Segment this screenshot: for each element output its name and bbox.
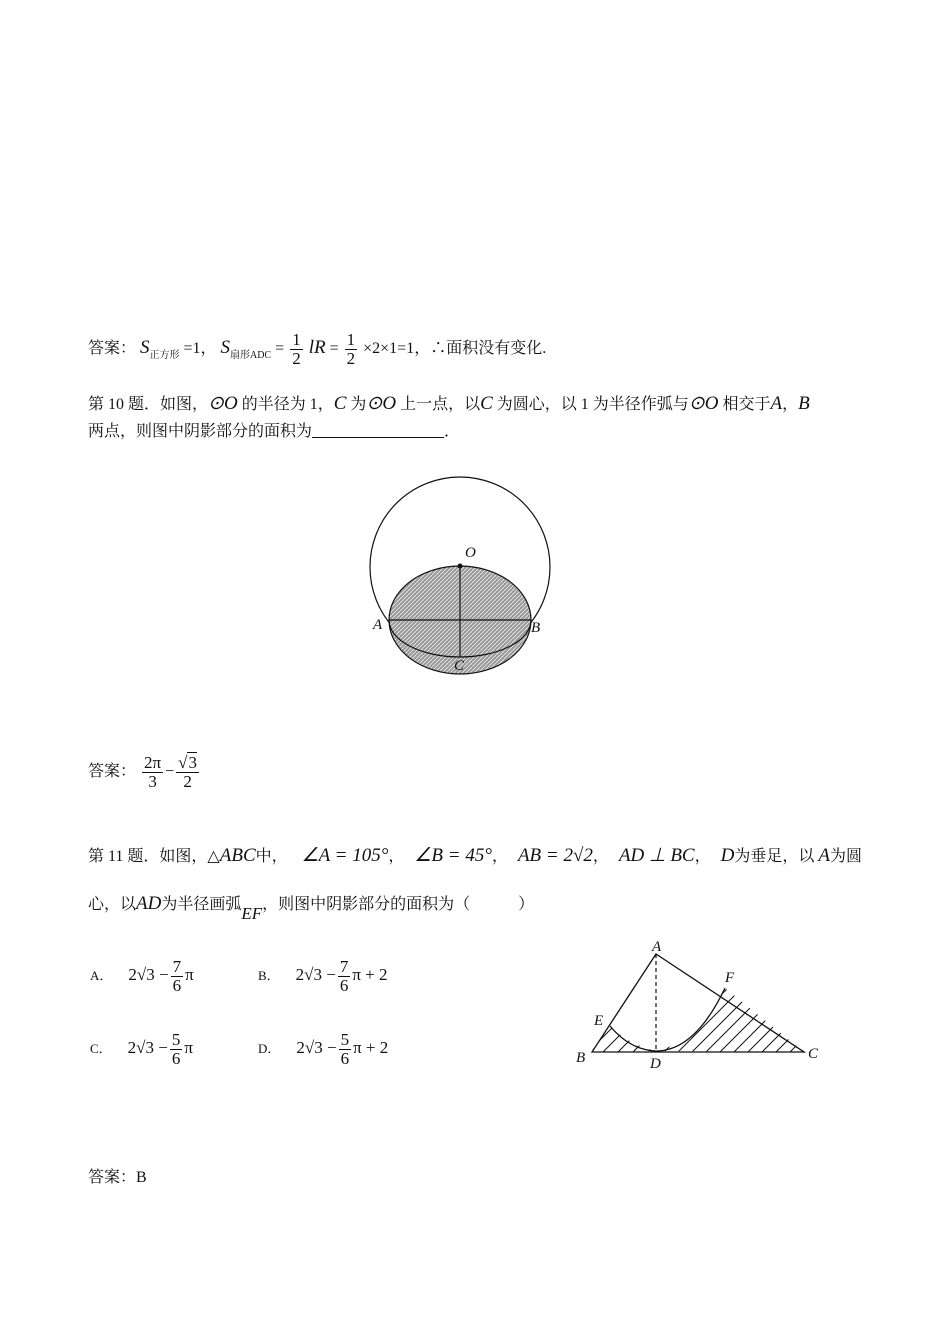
denominator: 6: [171, 1048, 181, 1068]
text: 为垂足，以: [734, 848, 815, 865]
fraction: [338, 958, 351, 995]
answer-blank[interactable]: [312, 423, 444, 438]
math: D: [720, 845, 735, 866]
fraction: [345, 331, 358, 368]
text: ，: [388, 848, 405, 865]
math: AD: [136, 893, 162, 914]
fraction: [176, 754, 199, 791]
question-number: 第 1: [88, 396, 117, 413]
text: 为半径画弧: [161, 896, 242, 913]
math-text: 2√3 −: [295, 965, 336, 984]
question-11-line-1: [88, 846, 862, 867]
option-c[interactable]: [90, 1028, 193, 1069]
numerator: 7: [172, 956, 182, 976]
question-number: 0 题．: [116, 396, 161, 413]
text: 相交于: [718, 396, 771, 413]
text: 中，: [255, 848, 288, 865]
math-lr: lR: [308, 337, 326, 358]
center-point: [458, 564, 463, 569]
math-text: π: [184, 1038, 193, 1057]
math: ⊙O: [366, 393, 397, 414]
denominator: 6: [340, 1048, 350, 1068]
label-f: F: [725, 970, 735, 986]
numerator: 5: [171, 1029, 181, 1049]
fraction: [170, 1031, 183, 1068]
question-10-line-1: [88, 394, 810, 415]
denominator: 6: [339, 975, 349, 995]
math-text: =1，: [183, 340, 217, 357]
denominator: 2: [346, 348, 356, 368]
option-letter: C．: [90, 1041, 112, 1056]
math: C: [480, 393, 493, 414]
numerator: √3: [178, 752, 197, 772]
text: 为圆: [829, 848, 862, 865]
math: ⊙O: [688, 393, 719, 414]
radicand: 3: [188, 752, 197, 772]
answer-10: [88, 752, 201, 792]
text: 两点，则图中阴影部分的面积为: [88, 423, 313, 440]
math: B: [798, 393, 810, 414]
math-text: =: [329, 340, 339, 357]
label-b: B: [576, 1050, 586, 1066]
math: ∠B = 45°: [414, 845, 492, 866]
answer-label: 答案：: [88, 763, 137, 780]
math-text: ×2×1=1，∴面积没有变化.: [363, 340, 547, 357]
denominator: 2: [292, 348, 301, 368]
math: ABC: [219, 845, 256, 866]
label-o: O: [465, 545, 476, 561]
text: 为圆心，以 1 为半径作弧与: [492, 396, 689, 413]
figure-q10: [360, 475, 570, 685]
text: ，: [592, 848, 609, 865]
question-10-line-2: [88, 422, 460, 442]
label-b: B: [531, 620, 541, 636]
option-letter: D．: [258, 1041, 281, 1056]
math-text: 2√3 −: [127, 1038, 168, 1057]
label-d: D: [650, 1056, 661, 1072]
label-e: E: [594, 1013, 604, 1029]
label-a: A: [652, 940, 662, 955]
text: 如图，△: [159, 848, 220, 865]
text: ，则图中阴影部分的面积为（ ）: [262, 896, 535, 913]
text: ，: [694, 848, 711, 865]
numerator: 1: [346, 329, 356, 349]
math: EF: [241, 904, 263, 923]
denominator: 6: [172, 975, 182, 995]
math-text: 2√3 −: [128, 965, 169, 984]
subscript: 扇形ADC: [230, 350, 272, 361]
math: ∠A = 105°: [301, 845, 389, 866]
label-c: C: [454, 658, 465, 674]
answer-label: 答案：: [88, 340, 137, 357]
answer-label: 答案：: [88, 1169, 137, 1186]
fraction: [339, 1031, 352, 1068]
fraction: [171, 958, 184, 995]
math-s: S: [140, 337, 150, 358]
answer-value: B: [136, 1169, 147, 1186]
question-number: 第 11 题．: [88, 848, 160, 865]
fraction: [142, 754, 163, 791]
triangle-abc: [592, 954, 804, 1052]
text: 心，以: [88, 896, 137, 913]
math: ⊙O: [208, 393, 238, 414]
option-a[interactable]: [90, 955, 194, 996]
figure-q11: [570, 940, 830, 1075]
text: ，: [782, 396, 799, 413]
label-a: A: [373, 617, 383, 633]
text: 如图，: [160, 396, 209, 413]
text: ，: [491, 848, 508, 865]
answer-11: [88, 1168, 147, 1188]
text: 为: [346, 396, 367, 413]
math: A: [818, 845, 830, 866]
numerator: 1: [292, 329, 301, 349]
numerator: 2π: [144, 752, 162, 772]
subscript: 正方形: [149, 350, 180, 361]
option-letter: A．: [90, 968, 113, 983]
fraction: [290, 331, 303, 368]
math: AD ⊥ BC: [618, 845, 695, 866]
question-11-line-2: [88, 894, 534, 924]
math-text: π + 2: [353, 1038, 389, 1057]
math-text: 2√3 −: [296, 1038, 337, 1057]
math-text: π: [185, 965, 194, 984]
math: A: [770, 393, 783, 414]
text: 上一点，以: [396, 396, 481, 413]
option-d[interactable]: [258, 1028, 388, 1069]
math-s: S: [220, 337, 231, 358]
label-c: C: [808, 1046, 819, 1062]
numerator: 5: [340, 1029, 350, 1049]
math: C: [333, 393, 347, 414]
option-b[interactable]: [258, 955, 388, 996]
answer-9: [88, 330, 546, 374]
text: 的半径为 1，: [237, 396, 334, 413]
option-letter: B．: [258, 968, 280, 983]
denominator: 2: [183, 771, 192, 791]
math-text: −: [165, 763, 175, 780]
denominator: 3: [148, 771, 157, 791]
text: ．: [444, 423, 461, 440]
math: AB = 2√2: [517, 845, 593, 866]
math-text: π + 2: [352, 965, 388, 984]
math-text: =: [275, 340, 285, 357]
numerator: 7: [339, 956, 349, 976]
